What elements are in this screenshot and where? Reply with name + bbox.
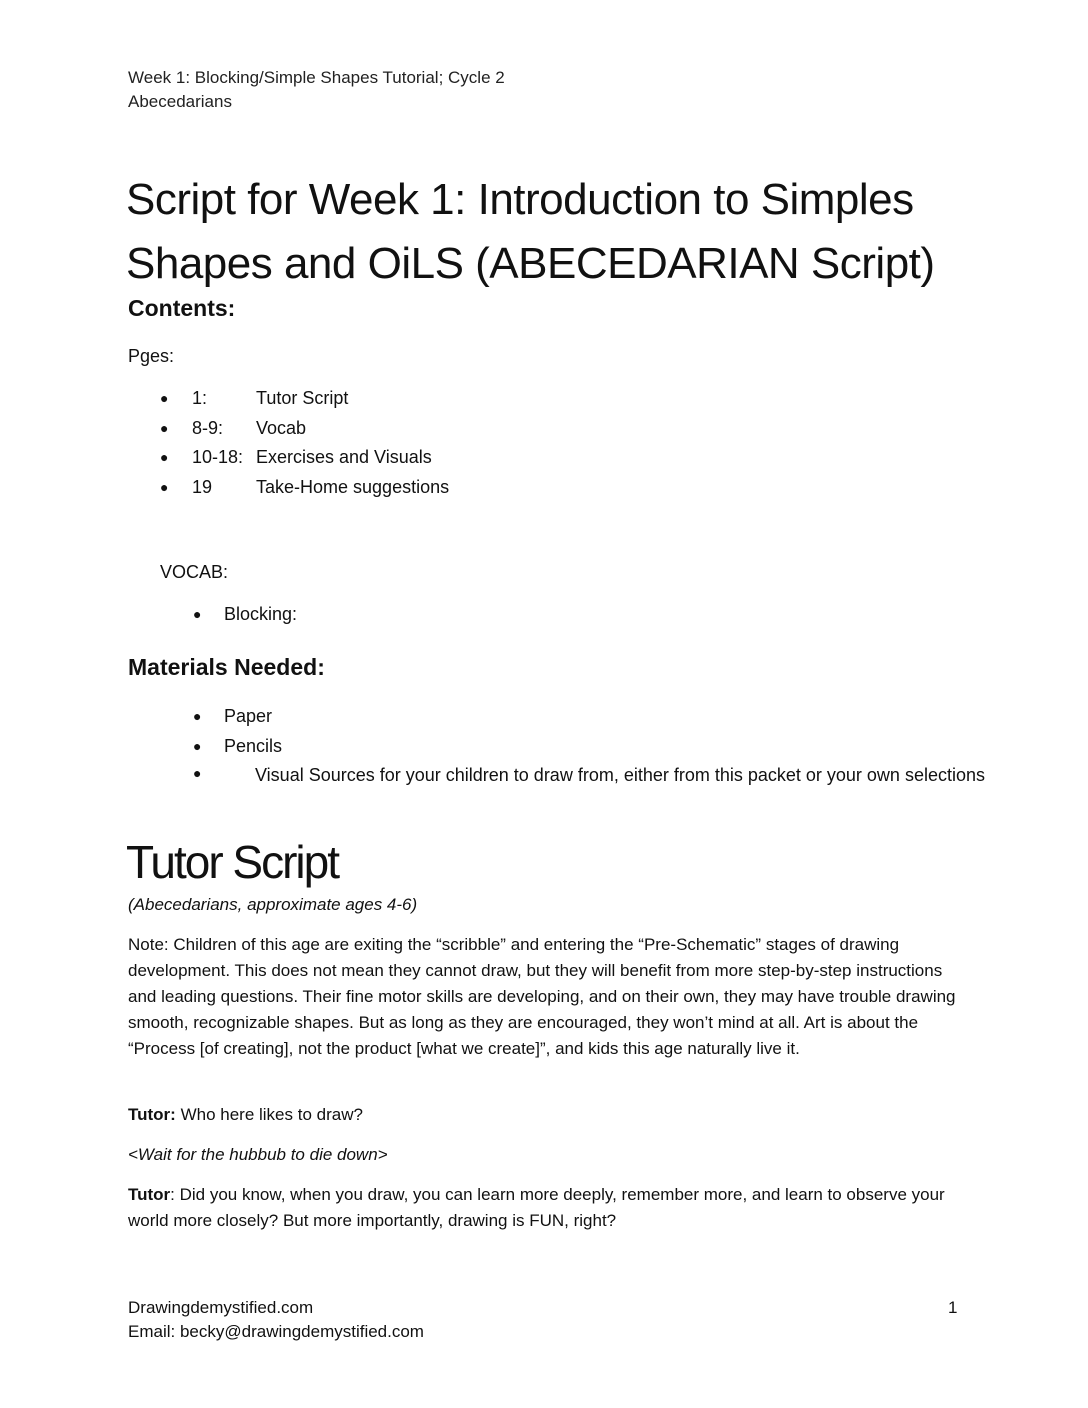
contents-entry: Vocab (256, 417, 307, 438)
contents-page-number: 8-9: (192, 417, 224, 438)
document-title: Script for Week 1: Introduction to Simples Shapes and OiLS (ABECEDARIAN Script) (126, 175, 935, 288)
contents-entry: Take-Home suggestions (256, 476, 450, 497)
tutor-script-title: Tutor Script (126, 836, 339, 888)
contents-page-number: 19 (192, 476, 213, 497)
pages-label: Pges: (128, 346, 175, 366)
footer-site: Drawingdemystified.com (128, 1298, 314, 1317)
list-item (193, 704, 973, 734)
bullet-icon: ● (160, 478, 169, 495)
tutor-line-text: : Did you know, when you draw, you can learn more deeply, remember more, and learn to observe your world more closely? But more importantly, drawing is FUN, right? (128, 1185, 945, 1230)
vocab-entry: Blocking: (224, 604, 298, 624)
vocab-label: VOCAB: (160, 562, 229, 582)
page-footer (128, 1296, 424, 1344)
stage-direction: <Wait for the hubbub to die down> (128, 1145, 388, 1164)
contents-page-number: 1: (192, 388, 208, 408)
footer-email: Email: becky@drawingdemystified.com (128, 1322, 424, 1341)
bullet-icon: ● (160, 449, 169, 465)
materials-entry: Paper (224, 706, 273, 726)
materials-entry: Visual Sources for your children to draw from, either from this packet or your own selections (255, 765, 985, 785)
note-paragraph: Note: Children of this age are exiting the “scribble” and entering the “Pre-Schematic” stages of drawing development. This does not mean they cannot draw, but they will benefit from more step-by-step instructions and leading questions. Their fine motor skills are developing, and on their own, they may have trouble drawing smooth, recognizable shapes. But as long as they are encouraged, they won’t mind at all. Art is about the “Process [of creating], not the product [what we create]”, and kids this age naturally live it. (128, 935, 956, 1058)
page-header (128, 66, 505, 114)
speaker-label: Tutor (128, 1185, 171, 1204)
bullet-icon: ● (193, 737, 202, 754)
contents-entry: Tutor Script (256, 388, 349, 408)
tutor-script-subtitle: (Abecedarians, approximate ages 4-6) (128, 895, 418, 914)
list-item (193, 734, 973, 764)
header-line-2: Abecedarians (128, 92, 232, 111)
bullet-icon: ● (160, 419, 169, 436)
page-number: 1 (948, 1298, 958, 1317)
bullet-icon: ● (193, 606, 202, 622)
header-line-1: Week 1: Blocking/Simple Shapes Tutorial; Cycle 2 (128, 68, 505, 87)
tutor-line-text: Who here likes to draw? (175, 1105, 363, 1124)
contents-page-number: 10-18: (192, 447, 244, 467)
speaker-label: Tutor: (128, 1105, 176, 1124)
list-item (193, 761, 985, 789)
contents-heading: Contents: (128, 295, 236, 321)
bullet-icon: ● (160, 390, 169, 406)
materials-heading: Materials Needed: (128, 654, 325, 680)
materials-list (193, 704, 985, 789)
bullet-icon: ● (193, 765, 202, 781)
materials-entry: Pencils (224, 735, 283, 756)
contents-entry: Exercises and Visuals (256, 447, 432, 467)
tutor-line (128, 1102, 968, 1128)
bullet-icon: ● (193, 708, 202, 724)
tutor-line (128, 1182, 968, 1234)
